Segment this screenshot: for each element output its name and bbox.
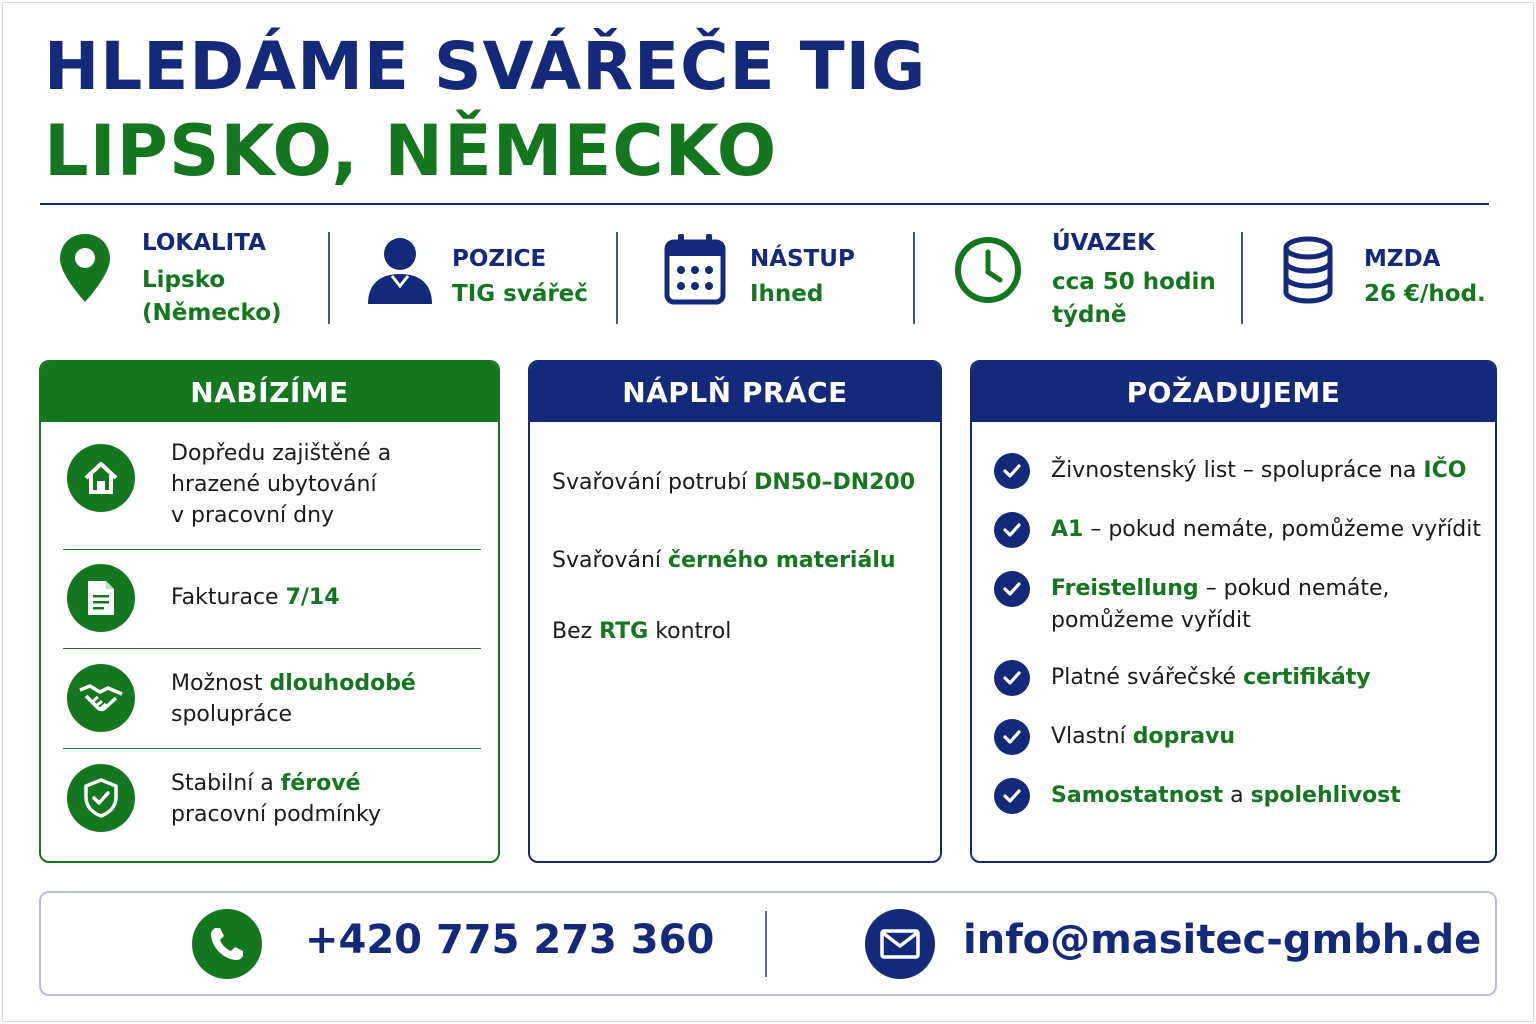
job-item: Svařování potrubí DN50–DN200 (552, 470, 916, 495)
requirement-text: A1 – pokud nemáte, pomůžeme vyřídit (1051, 517, 1481, 542)
check-circle-icon (994, 512, 1030, 548)
page-title: HLEDÁME SVÁŘEČE TIG (44, 28, 927, 105)
offer-item (63, 442, 481, 542)
contact-divider (765, 911, 767, 977)
check-circle-icon (994, 571, 1030, 607)
document-icon (67, 564, 135, 632)
coins-icon (1282, 228, 1342, 308)
person-icon (366, 228, 426, 308)
info-position (366, 228, 596, 328)
check-circle-icon (994, 660, 1030, 696)
offer-item-text: Fakturace 7/14 (171, 585, 340, 610)
info-workload-value-2: týdně (1052, 302, 1127, 328)
requirement-text: Živnostenský list – spolupráce na IČO (1051, 458, 1467, 483)
handshake-icon (67, 664, 135, 732)
job-item: Svařování černého materiálu (552, 548, 896, 573)
info-location (56, 228, 296, 328)
requirement-text: Vlastní dopravu (1051, 724, 1236, 749)
info-position-value: TIG svářeč (452, 281, 588, 307)
info-location-value: Lipsko (142, 267, 226, 293)
info-divider (616, 232, 618, 324)
check-circle-icon (994, 453, 1030, 489)
email-link[interactable]: info@masitec-gmbh.de (963, 917, 1482, 963)
requirement-text: Platné svářečské certifikáty (1051, 665, 1371, 690)
contact-bar (39, 891, 1497, 996)
offer-divider (63, 648, 481, 649)
offer-divider (63, 549, 481, 550)
requirement-text: Samostatnost a spolehlivost (1051, 783, 1401, 808)
check-circle-icon (994, 778, 1030, 814)
clock-icon (954, 228, 1014, 308)
offer-item (63, 662, 481, 742)
requirements-panel (970, 360, 1497, 863)
map-pin-icon (56, 228, 116, 308)
info-location-value-2: (Německo) (142, 300, 282, 326)
info-divider (328, 232, 330, 324)
offer-item-text: Možnost dlouhodobé spolupráce (171, 671, 416, 727)
offer-title: NABÍZÍME (41, 362, 498, 422)
info-start-value: Ihned (750, 281, 824, 307)
offer-item (63, 762, 481, 842)
job-panel (528, 360, 942, 863)
offer-panel (39, 360, 500, 863)
info-workload-value: cca 50 hodin (1052, 269, 1216, 295)
house-icon (67, 444, 135, 512)
envelope-icon (865, 909, 935, 979)
info-divider (913, 232, 915, 324)
offer-item-text: Stabilní a férové pracovní podmínky (171, 771, 381, 827)
info-wage (1282, 228, 1502, 328)
page-subtitle: LIPSKO, NĚMECKO (44, 110, 778, 192)
info-position-label: POZICE (452, 246, 547, 272)
info-workload-label: ÚVAZEK (1052, 230, 1155, 256)
info-wage-value: 26 €/hod. (1364, 281, 1486, 307)
calendar-icon (664, 228, 724, 308)
phone-icon (192, 909, 262, 979)
shield-check-icon (67, 764, 135, 832)
offer-item (63, 562, 481, 642)
info-start-label: NÁSTUP (750, 246, 855, 272)
info-start (664, 228, 884, 328)
phone-number[interactable]: +420 775 273 360 (305, 917, 715, 963)
info-divider (1241, 232, 1243, 324)
info-location-label: LOKALITA (142, 230, 266, 256)
header-divider (40, 203, 1489, 205)
requirement-text: Freistellung – pokud nemáte, pomůžeme vyřídit (1051, 576, 1390, 633)
offer-item-text: Dopředu zajištěné a hrazené ubytování v pracovní dny (171, 441, 392, 528)
offer-divider (63, 748, 481, 749)
info-workload (954, 228, 1214, 328)
job-item: Bez RTG kontrol (552, 619, 732, 644)
requirements-title: POŽADUJEME (972, 362, 1495, 422)
info-wage-label: MZDA (1364, 246, 1441, 272)
check-circle-icon (994, 719, 1030, 755)
job-title: NÁPLŇ PRÁCE (530, 362, 940, 422)
